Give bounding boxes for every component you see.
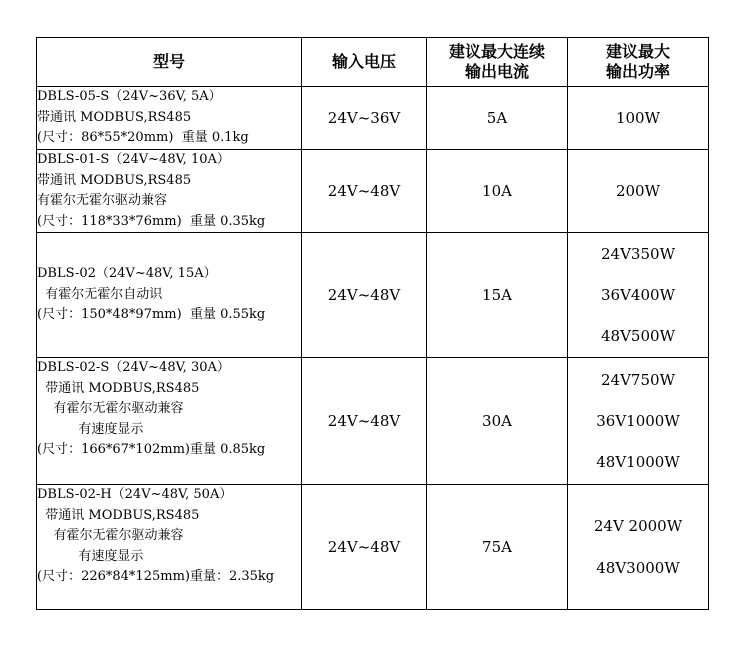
power-cell [568,233,709,358]
power-value: 36V1000W [596,411,680,430]
spec-table [36,37,709,610]
voltage-cell: 24V~36V [302,87,427,150]
model-line: 有速度显示 [37,548,144,564]
table-row [37,485,709,610]
power-value: 24V350W [601,244,675,263]
power-value: 100W [615,109,661,127]
header-current-line: 输出电流 [464,62,529,81]
header-row [37,38,709,87]
power-value: 48V500W [601,326,675,345]
model-line: 有霍尔无霍尔驱动兼容 [37,401,184,416]
model-line: (尺寸：86*55*20mm) 重量 0.1kg [37,130,249,145]
power-value: 24V750W [601,370,675,389]
current-cell: 5A [427,87,568,150]
model-line: 带通讯 MODBUS,RS485 [37,172,192,188]
model-line: DBLS-02-H（24V~48V, 50A） [37,487,233,502]
power-value: 48V1000W [596,452,680,471]
power-value: 48V3000W [596,559,680,577]
model-line: (尺寸：166*67*102mm)重量 0.85kg [37,442,266,457]
current-cell: 75A [427,485,568,610]
power-value: 24V 2000W [593,517,683,535]
current-cell: 30A [427,358,568,485]
model-line: 带通讯 MODBUS,RS485 [37,380,200,396]
model-line: (尺寸：150*48*97mm) 重量 0.55kg [37,307,266,323]
table-row [37,233,709,358]
power-cell [568,358,709,485]
table-row [37,358,709,485]
table-row [37,87,709,150]
model-cell [37,358,302,485]
model-cell [37,233,302,358]
power-cell [568,485,709,610]
power-cell [568,150,709,233]
model-cell [37,150,302,233]
voltage-cell: 24V~48V [302,233,427,358]
model-line: 带通讯 MODBUS,RS485 [37,109,192,125]
model-line: 带通讯 MODBUS,RS485 [37,507,200,523]
current-cell: 10A [427,150,568,233]
header-power [568,38,709,87]
table-row [37,150,709,233]
model-line: DBLS-05-S（24V~36V, 5A） [37,89,222,104]
header-current [427,38,568,87]
model-line: 有霍尔无霍尔驱动兼容 [37,193,168,208]
header-power-line: 输出功率 [605,62,670,81]
model-line: (尺寸：118*33*76mm) 重量 0.35kg [37,213,266,229]
model-line: DBLS-01-S（24V~48V, 10A） [37,152,230,167]
model-line: 有霍尔无霍尔自动识 [37,286,163,302]
header-current-line: 建议最大连续 [448,42,545,61]
model-line: DBLS-02（24V~48V, 15A） [37,266,217,282]
header-model: 型号 [37,38,302,87]
model-line: 有霍尔无霍尔驱动兼容 [37,528,184,543]
voltage-cell: 24V~48V [302,358,427,485]
voltage-cell: 24V~48V [302,150,427,233]
model-cell [37,87,302,150]
model-line: (尺寸：226*84*125mm)重量：2.35kg [37,569,275,584]
model-line: 有速度显示 [37,421,144,437]
power-value: 200W [615,182,661,200]
header-input-voltage: 输入电压 [302,38,427,87]
voltage-cell: 24V~48V [302,485,427,610]
power-cell [568,87,709,150]
header-power-line: 建议最大 [605,42,670,61]
current-cell: 15A [427,233,568,358]
model-line: DBLS-02-S（24V~48V, 30A） [37,360,230,375]
power-value: 36V400W [601,285,675,304]
model-cell [37,485,302,610]
